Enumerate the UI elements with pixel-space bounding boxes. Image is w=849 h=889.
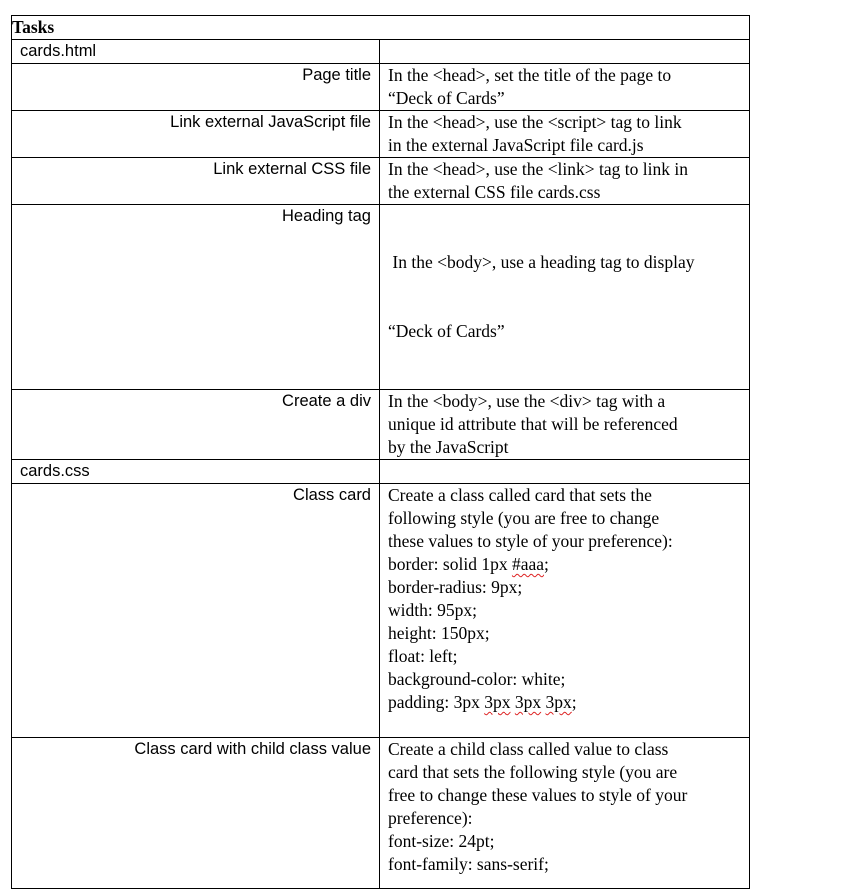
description-line: In the <body>, use a heading tag to display bbox=[388, 252, 695, 272]
css-padding-prefix: padding: 3px bbox=[388, 692, 485, 712]
task-description bbox=[380, 64, 750, 111]
description-line: width: 95px; bbox=[388, 600, 477, 620]
description-line: In the <head>, use the <script> tag to link bbox=[388, 112, 682, 132]
task-label: Link external JavaScript file bbox=[12, 111, 380, 158]
css-border-line bbox=[388, 553, 745, 576]
task-description bbox=[380, 738, 750, 889]
section-empty-cell bbox=[380, 40, 750, 64]
spellcheck-flagged-word: 3px bbox=[545, 692, 572, 712]
section-name: cards.css bbox=[12, 460, 380, 484]
section-row-cards-html bbox=[12, 40, 750, 64]
header-row bbox=[12, 16, 750, 40]
description-line: by the JavaScript bbox=[388, 437, 509, 457]
table-row bbox=[12, 390, 750, 460]
table-row bbox=[12, 111, 750, 158]
description-line: background-color: white; bbox=[388, 669, 566, 689]
task-label: Heading tag bbox=[12, 205, 380, 390]
description-line: the external CSS file cards.css bbox=[388, 182, 601, 202]
css-padding-line bbox=[388, 691, 745, 714]
task-description bbox=[380, 205, 750, 390]
task-label: Class card bbox=[12, 484, 380, 738]
task-description bbox=[380, 390, 750, 460]
table-row bbox=[12, 64, 750, 111]
section-name: cards.html bbox=[12, 40, 380, 64]
spellcheck-flagged-word: 3px bbox=[484, 692, 511, 712]
description-line: these values to style of your preference): bbox=[388, 531, 673, 551]
description-line: “Deck of Cards” bbox=[388, 88, 505, 108]
table-row bbox=[12, 738, 750, 889]
description-line: card that sets the following style (you are bbox=[388, 762, 678, 782]
description-line: Create a class called card that sets the bbox=[388, 485, 652, 505]
description-line: In the <body>, use the <div> tag with a bbox=[388, 391, 666, 411]
description-line: Create a child class called value to class bbox=[388, 739, 669, 759]
description-line: font-size: 24pt; bbox=[388, 831, 495, 851]
task-label: Link external CSS file bbox=[12, 158, 380, 205]
task-label: Class card with child class value bbox=[12, 738, 380, 889]
description-line: preference): bbox=[388, 808, 473, 828]
description-line: free to change these values to style of your bbox=[388, 785, 688, 805]
table-row bbox=[12, 158, 750, 205]
task-description bbox=[380, 484, 750, 738]
description-line: in the external JavaScript file card.js bbox=[388, 135, 644, 155]
description-line: “Deck of Cards” bbox=[388, 321, 505, 341]
spellcheck-flagged-word: 3px bbox=[514, 692, 542, 712]
css-border-prefix: border: solid 1px bbox=[388, 554, 512, 574]
task-label: Page title bbox=[12, 64, 380, 111]
task-description bbox=[380, 111, 750, 158]
task-label: Create a div bbox=[12, 390, 380, 460]
description-line: In the <head>, set the title of the page to bbox=[388, 65, 672, 85]
description-line: unique id attribute that will be referenced bbox=[388, 414, 678, 434]
description-line: height: 150px; bbox=[388, 623, 490, 643]
description-line: border-radius: 9px; bbox=[388, 577, 523, 597]
tasks-table bbox=[11, 15, 750, 889]
description-line: In the <head>, use the <link> tag to link in bbox=[388, 159, 688, 179]
description-line: following style (you are free to change bbox=[388, 508, 660, 528]
section-empty-cell bbox=[380, 460, 750, 484]
table-header: Tasks bbox=[12, 16, 750, 40]
spellcheck-flagged-word: #aaa bbox=[511, 554, 545, 574]
description-line: float: left; bbox=[388, 646, 458, 666]
table-row bbox=[12, 205, 750, 390]
description-line: font-family: sans-serif; bbox=[388, 854, 549, 874]
section-row-cards-css bbox=[12, 460, 750, 484]
css-border-suffix: ; bbox=[544, 554, 549, 574]
table-row bbox=[12, 484, 750, 738]
task-description bbox=[380, 158, 750, 205]
css-padding-suffix: ; bbox=[571, 692, 577, 712]
